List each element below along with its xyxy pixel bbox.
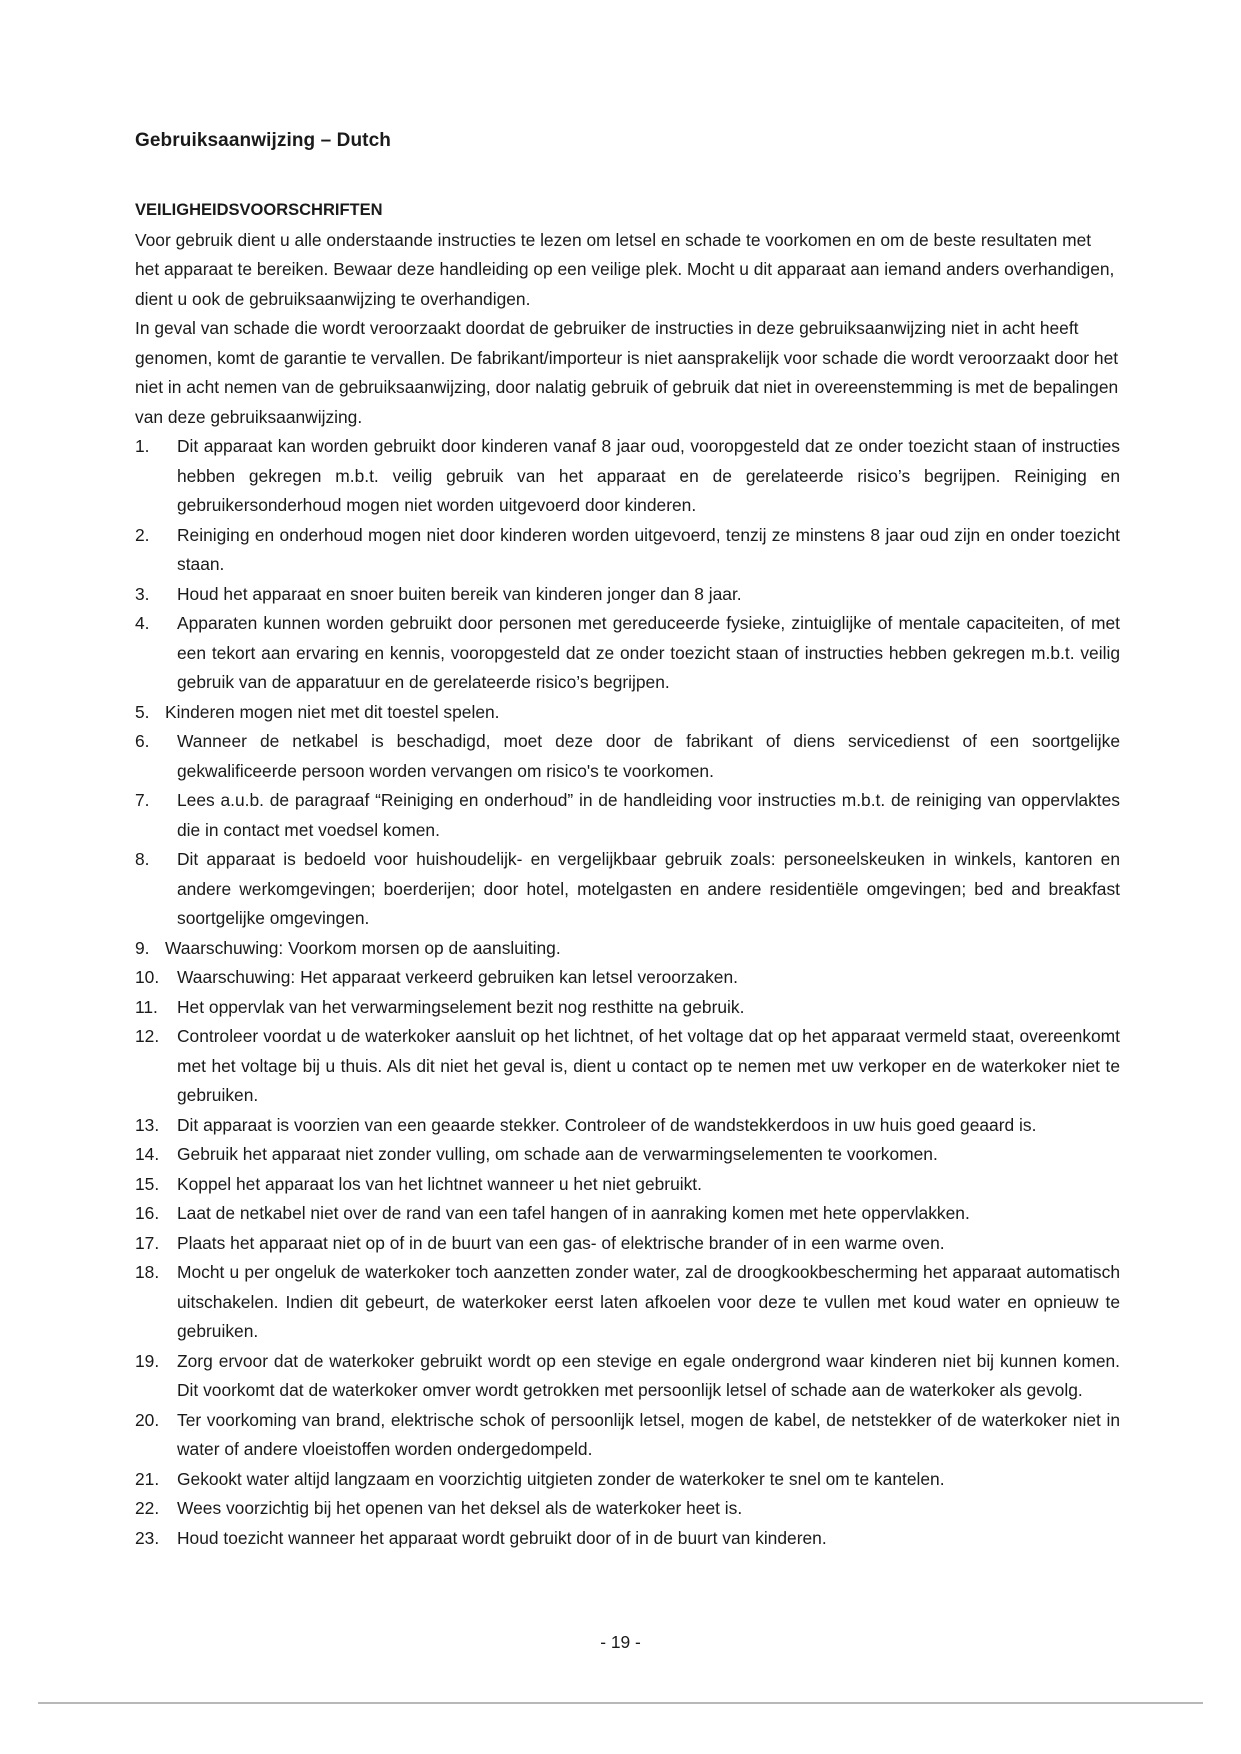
list-item-text: Wanneer de netkabel is beschadigd, moet deze door de fabrikant of diens servicedienst of een soortgelijke gekwalificeerde persoon worden vervangen om risico's te voorkomen. [177,731,1120,781]
list-item-text: Houd het apparaat en snoer buiten bereik van kinderen jonger dan 8 jaar. [177,583,742,604]
list-item-text: Mocht u per ongeluk de waterkoker toch aanzetten zonder water, zal de droogkookbescherming het apparaat automatisch uitschakelen. Indien dit gebeurt, de waterkoker eerst laten afkoelen voor deze te vullen met koud water en opnieuw te gebruiken. [177,1262,1120,1341]
list-item-text: Kinderen mogen niet met dit toestel spelen. [165,701,500,722]
safety-instructions-list [135,432,1120,1553]
list-item [135,609,1120,698]
list-item-text: Waarschuwing: Voorkom morsen op de aansluiting. [165,937,561,958]
list-item-number: 22. [135,1498,160,1518]
list-item-number: 23. [135,1527,160,1548]
list-item [135,786,1120,845]
list-item [135,1140,1120,1170]
document-body [135,196,1120,1553]
list-item-number: 6. [135,731,150,751]
list-item [135,1347,1120,1406]
intro-paragraph: Voor gebruik dient u alle onderstaande instructies te lezen om letsel en schade te voorkomen en om de beste resultaten met het apparaat te bereiken. Bewaar deze handleiding op een veilige plek. Mocht u dit apparaat aan iemand anders overhandigen, dient u ook de gebruiksaanwijzing te overhandigen. [135,229,1115,309]
list-item [135,1524,1120,1554]
liability-paragraph: In geval van schade die wordt veroorzaakt doordat de gebruiker de instructies in deze gebruiksaanwijzing niet in acht heeft genomen, komt de garantie te vervallen. De fabrikant/importeur is niet aansprakelijk voor schade die wordt veroorzaakt door het niet in acht nemen van de gebruiksaanwijzing, door nalatig gebruik of gebruik dat niet in overeenstemming is met de bepalingen van deze gebruiksaanwijzing. [135,318,1119,427]
list-item-number: 19. [135,1350,160,1371]
list-item-number: 21. [135,1468,160,1489]
list-item-number: 14. [135,1144,160,1164]
footer-divider [38,1702,1203,1704]
list-item-text: Gekookt water altijd langzaam en voorzichtig uitgieten zonder de waterkoker te snel om te kantelen. [177,1468,945,1489]
list-item-text: Laat de netkabel niet over de rand van een tafel hangen of in aanraking komen met hete oppervlakken. [177,1203,970,1223]
list-item [135,1022,1120,1111]
list-item-text: Waarschuwing: Het apparaat verkeerd gebruiken kan letsel veroorzaken. [177,967,738,987]
list-item-text: Het oppervlak van het verwarmingselement bezit nog resthitte na gebruik. [177,996,745,1017]
list-item [135,432,1120,521]
document-title: Gebruiksaanwijzing – Dutch [135,130,391,151]
list-item [135,1258,1120,1347]
list-item-text: Koppel het apparaat los van het lichtnet wanneer u het niet gebruikt. [177,1173,702,1194]
list-item-number: 20. [135,1409,160,1430]
list-item-text: Controleer voordat u de waterkoker aansluit op het lichtnet, of het voltage dat op het apparaat vermeld staat, overeenkomt met het voltage bij u thuis. Als dit niet het geval is, dient u contact op te nemen met uw verkoper en de waterkoker niet te gebruiken. [177,1026,1120,1105]
list-item-text: Houd toezicht wanneer het apparaat wordt gebruikt door of in de buurt van kinderen. [177,1527,827,1548]
list-item [135,580,1120,610]
list-item [135,1229,1120,1259]
list-item-number: 12. [135,1026,160,1046]
list-item-text: Plaats het apparaat niet op of in de buurt van een gas- of elektrische brander of in een warme oven. [177,1232,945,1253]
list-item-text: Dit apparaat is bedoeld voor huishoudelijk- en vergelijkbaar gebruik zoals: personeelskeuken in winkels, kantoren en andere werkomgevingen; boerderijen; door hotel, motelgasten en andere residentiële omgevingen; bed and breakfast soortgelijke omgevingen. [177,849,1120,928]
list-item-number: 15. [135,1173,160,1194]
list-item [135,1465,1120,1495]
list-item-number: 2. [135,524,150,545]
list-item-text: Dit apparaat kan worden gebruikt door kinderen vanaf 8 jaar oud, vooropgesteld dat ze onder toezicht staan of instructies hebben gekregen m.b.t. veilig gebruik van het apparaat en de gerelateerde risico’s begrijpen. Reiniging en gebruikersonderhoud mogen niet worden uitgevoerd door kinderen. [177,436,1120,515]
list-item-text: Wees voorzichtig bij het openen van het deksel als de waterkoker heet is. [177,1498,743,1518]
list-item-text: Gebruik het apparaat niet zonder vulling, om schade aan de verwarmingselementen te voorkomen. [177,1144,938,1164]
page-number: - 19 - [600,1632,641,1652]
list-item-number: 11. [135,996,158,1017]
list-item-text: Dit apparaat is voorzien van een geaarde stekker. Controleer of de wandstekkerdoos in uw huis goed geaard is. [177,1114,1037,1135]
list-item [135,727,1120,786]
list-item-text: Reiniging en onderhoud mogen niet door kinderen worden uitgevoerd, tenzij ze minstens 8 jaar oud zijn en onder toezicht staan. [177,524,1120,574]
list-item [135,1170,1120,1200]
list-item-number: 18. [135,1262,160,1282]
list-item-text: Ter voorkoming van brand, elektrische schok of persoonlijk letsel, mogen de kabel, de netstekker of de waterkoker niet in water of andere vloeistoffen worden ondergedompeld. [177,1409,1120,1459]
list-item-number: 13. [135,1114,160,1135]
section-heading: VEILIGHEIDSVOORSCHRIFTEN [135,201,383,219]
list-item-text: Apparaten kunnen worden gebruikt door personen met gereduceerde fysieke, zintuiglijke of mentale capaciteiten, of met een tekort aan ervaring en kennis, vooropgesteld dat ze onder toezicht staan of instructies hebben gekregen m.b.t. veilig gebruik van de apparatuur en de gerelateerde risico’s begrijpen. [177,613,1120,692]
list-item [135,521,1120,580]
list-item [135,934,1120,964]
list-item-number: 7. [135,790,150,810]
list-item [135,845,1120,934]
list-item-number: 8. [135,849,150,869]
list-item-number: 5. [135,701,150,722]
list-item [135,963,1120,993]
list-item [135,993,1120,1023]
list-item-text: Lees a.u.b. de paragraaf “Reiniging en onderhoud” in de handleiding voor instructies m.b.t. de reiniging van oppervlaktes die in contact met voedsel komen. [177,790,1120,840]
list-item [135,1494,1120,1524]
list-item-number: 4. [135,613,150,633]
list-item-number: 3. [135,583,150,604]
list-item-number: 1. [135,436,150,456]
list-item-number: 9. [135,937,150,958]
list-item [135,698,1120,728]
list-item [135,1111,1120,1141]
list-item-number: 10. [135,967,160,987]
list-item-number: 16. [135,1203,160,1223]
list-item-number: 17. [135,1232,160,1253]
list-item-text: Zorg ervoor dat de waterkoker gebruikt wordt op een stevige en egale ondergrond waar kinderen niet bij kunnen komen. Dit voorkomt dat de waterkoker omver wordt getrokken met persoonlijk letsel of schade aan de waterkoker als gevolg. [177,1350,1120,1400]
list-item [135,1406,1120,1465]
list-item [135,1199,1120,1229]
